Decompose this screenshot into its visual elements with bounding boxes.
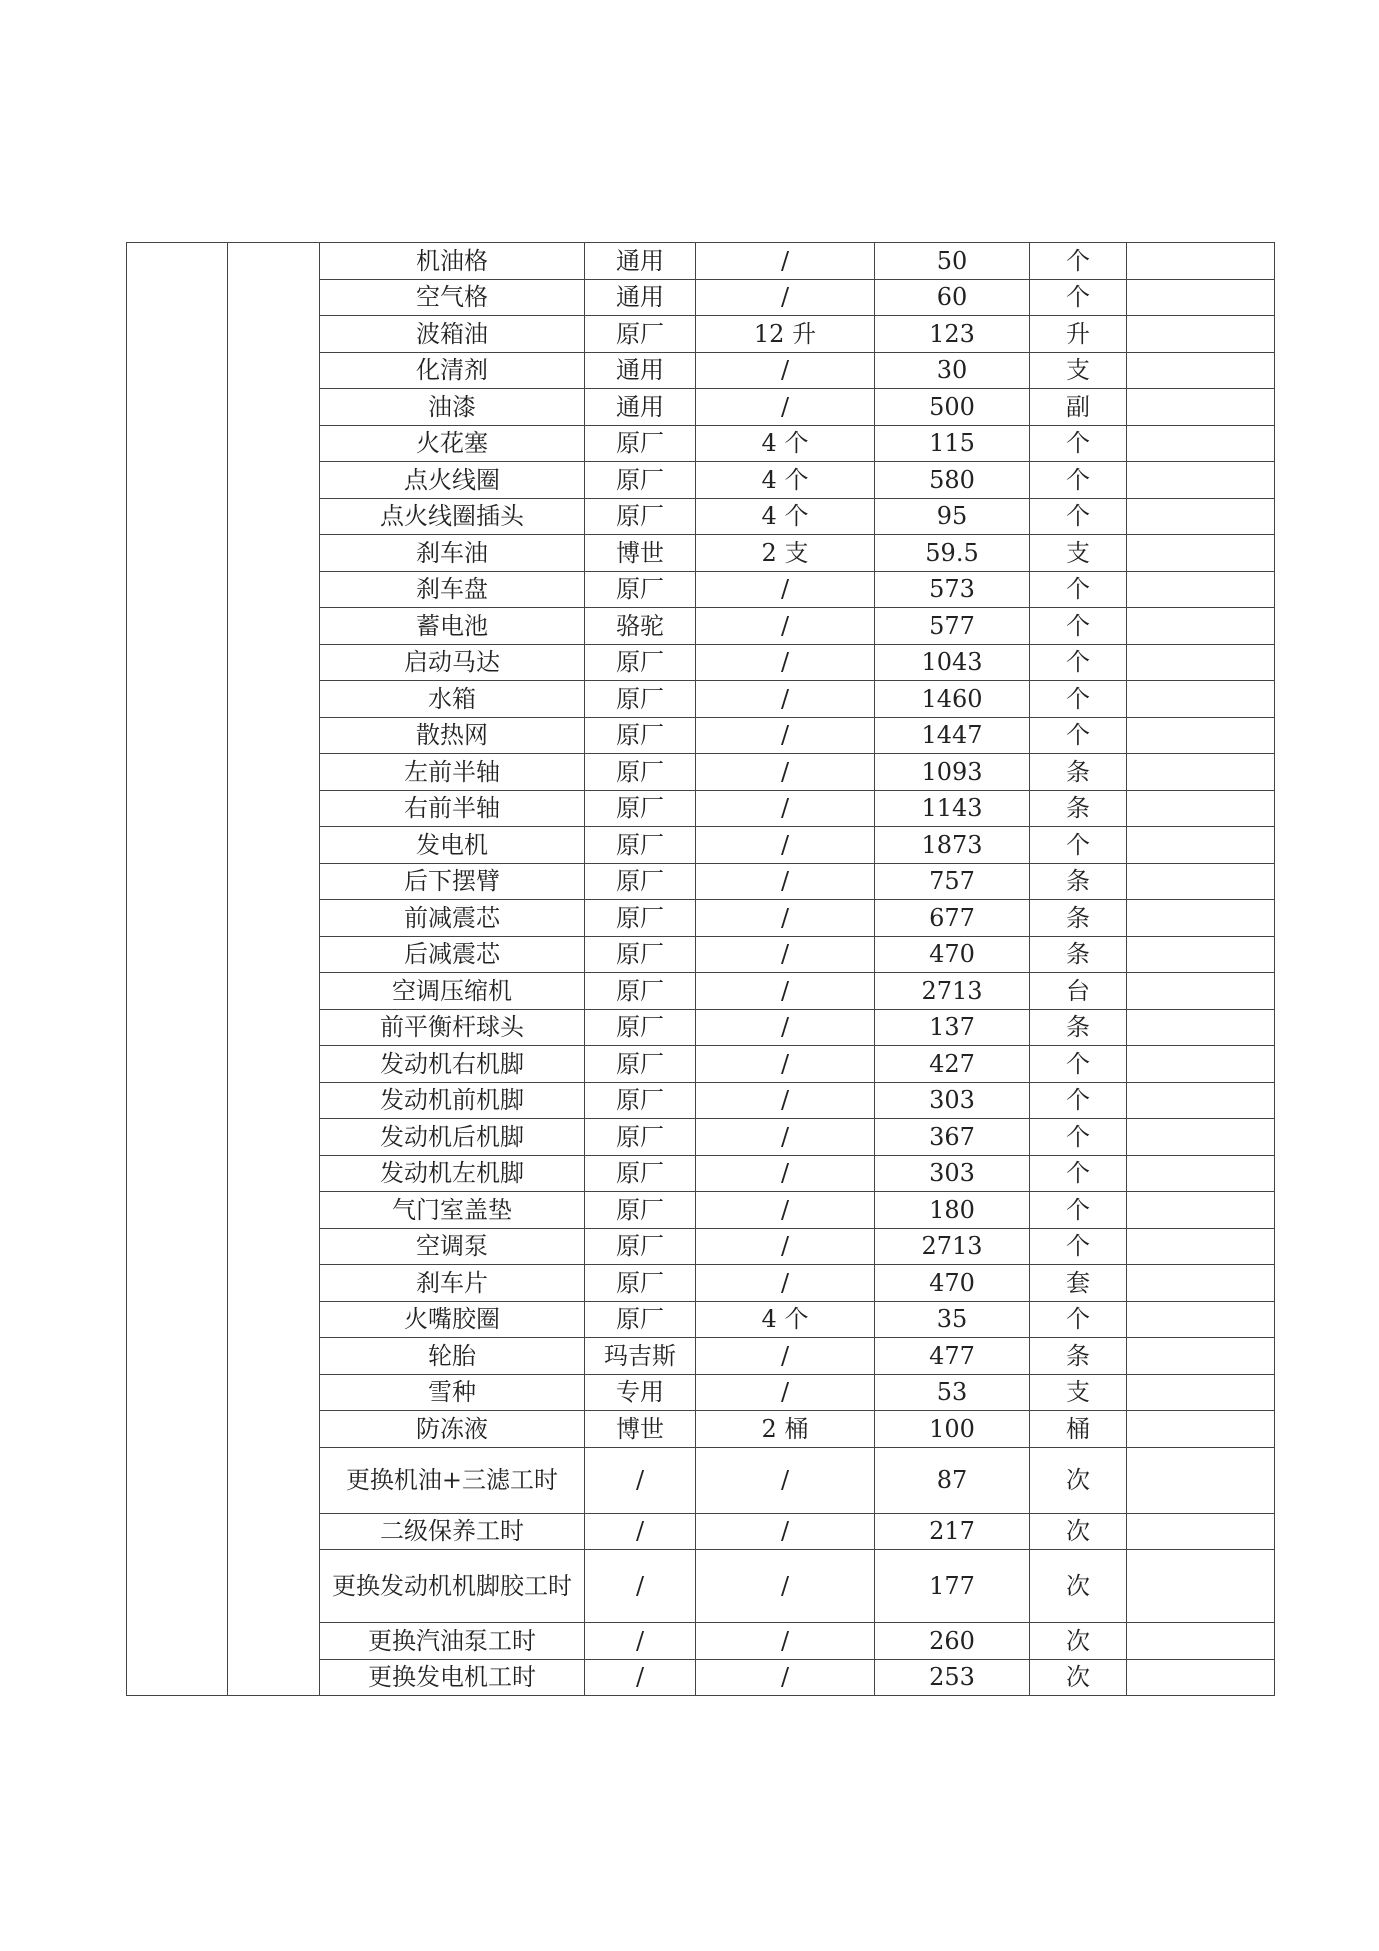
note-cell: [1127, 1623, 1275, 1660]
item-name-cell: 水箱: [320, 681, 585, 718]
note-cell: [1127, 389, 1275, 426]
item-name-cell: 油漆: [320, 389, 585, 426]
spec-cell: /: [696, 1192, 875, 1229]
spec-cell: /: [696, 352, 875, 389]
spec-cell: /: [696, 243, 875, 280]
unit-cell: 次: [1030, 1513, 1127, 1550]
brand-cell: 原厂: [585, 1119, 696, 1156]
price-cell: 35: [875, 1301, 1030, 1338]
brand-cell: 通用: [585, 352, 696, 389]
brand-cell: 原厂: [585, 790, 696, 827]
brand-cell: 原厂: [585, 1228, 696, 1265]
unit-cell: 个: [1030, 462, 1127, 499]
spec-cell: /: [696, 863, 875, 900]
note-cell: [1127, 1228, 1275, 1265]
brand-cell: 原厂: [585, 1192, 696, 1229]
unit-cell: 个: [1030, 1155, 1127, 1192]
price-cell: 1093: [875, 754, 1030, 791]
note-cell: [1127, 1659, 1275, 1696]
note-cell: [1127, 1046, 1275, 1083]
category-cell: [127, 243, 228, 1696]
unit-cell: 个: [1030, 827, 1127, 864]
item-name-cell: 发动机前机脚: [320, 1082, 585, 1119]
spec-cell: 4 个: [696, 425, 875, 462]
price-cell: 427: [875, 1046, 1030, 1083]
item-name-cell: 后下摆臂: [320, 863, 585, 900]
brand-cell: 原厂: [585, 1301, 696, 1338]
brand-cell: 原厂: [585, 754, 696, 791]
brand-cell: 博世: [585, 535, 696, 572]
note-cell: [1127, 279, 1275, 316]
note-cell: [1127, 316, 1275, 353]
spec-cell: 12 升: [696, 316, 875, 353]
note-cell: [1127, 1550, 1275, 1623]
parts-price-table: [126, 242, 1275, 1696]
brand-cell: 原厂: [585, 681, 696, 718]
spec-cell: 2 桶: [696, 1411, 875, 1448]
brand-cell: 原厂: [585, 827, 696, 864]
item-name-cell: 点火线圈: [320, 462, 585, 499]
unit-cell: 个: [1030, 571, 1127, 608]
spec-cell: 2 支: [696, 535, 875, 572]
item-name-cell: 气门室盖垫: [320, 1192, 585, 1229]
unit-cell: 个: [1030, 1228, 1127, 1265]
note-cell: [1127, 352, 1275, 389]
unit-cell: 条: [1030, 754, 1127, 791]
item-name-cell: 前减震芯: [320, 900, 585, 937]
unit-cell: 个: [1030, 608, 1127, 645]
price-cell: 123: [875, 316, 1030, 353]
unit-cell: 条: [1030, 1338, 1127, 1375]
spec-cell: /: [696, 1447, 875, 1513]
spec-cell: /: [696, 900, 875, 937]
price-cell: 580: [875, 462, 1030, 499]
note-cell: [1127, 1192, 1275, 1229]
note-cell: [1127, 1447, 1275, 1513]
spec-cell: /: [696, 1009, 875, 1046]
note-cell: [1127, 498, 1275, 535]
item-name-cell: 更换汽油泵工时: [320, 1623, 585, 1660]
spec-cell: /: [696, 389, 875, 426]
brand-cell: 骆驼: [585, 608, 696, 645]
item-name-cell: 发电机: [320, 827, 585, 864]
item-name-cell: 化清剂: [320, 352, 585, 389]
note-cell: [1127, 608, 1275, 645]
spec-cell: /: [696, 936, 875, 973]
unit-cell: 个: [1030, 717, 1127, 754]
brand-cell: 原厂: [585, 425, 696, 462]
unit-cell: 个: [1030, 1119, 1127, 1156]
item-name-cell: 机油格: [320, 243, 585, 280]
brand-cell: 原厂: [585, 498, 696, 535]
price-cell: 59.5: [875, 535, 1030, 572]
brand-cell: 通用: [585, 279, 696, 316]
brand-cell: 博世: [585, 1411, 696, 1448]
spec-cell: /: [696, 1119, 875, 1156]
item-name-cell: 防冻液: [320, 1411, 585, 1448]
brand-cell: 原厂: [585, 1155, 696, 1192]
brand-cell: 通用: [585, 389, 696, 426]
item-name-cell: 更换机油+三滤工时: [320, 1447, 585, 1513]
item-name-cell: 发动机右机脚: [320, 1046, 585, 1083]
spec-cell: /: [696, 717, 875, 754]
price-cell: 2713: [875, 1228, 1030, 1265]
unit-cell: 支: [1030, 352, 1127, 389]
note-cell: [1127, 1513, 1275, 1550]
price-cell: 100: [875, 1411, 1030, 1448]
price-cell: 177: [875, 1550, 1030, 1623]
brand-cell: /: [585, 1623, 696, 1660]
brand-cell: 原厂: [585, 863, 696, 900]
spec-cell: /: [696, 1338, 875, 1375]
brand-cell: 玛吉斯: [585, 1338, 696, 1375]
item-name-cell: 发动机后机脚: [320, 1119, 585, 1156]
item-name-cell: 点火线圈插头: [320, 498, 585, 535]
brand-cell: /: [585, 1513, 696, 1550]
note-cell: [1127, 717, 1275, 754]
unit-cell: 次: [1030, 1550, 1127, 1623]
price-cell: 477: [875, 1338, 1030, 1375]
note-cell: [1127, 1301, 1275, 1338]
brand-cell: 原厂: [585, 316, 696, 353]
brand-cell: /: [585, 1659, 696, 1696]
price-cell: 757: [875, 863, 1030, 900]
brand-cell: 专用: [585, 1374, 696, 1411]
spec-cell: /: [696, 1155, 875, 1192]
note-cell: [1127, 936, 1275, 973]
table-body: [127, 243, 1275, 1696]
unit-cell: 个: [1030, 681, 1127, 718]
item-name-cell: 右前半轴: [320, 790, 585, 827]
spec-cell: /: [696, 1228, 875, 1265]
unit-cell: 支: [1030, 1374, 1127, 1411]
unit-cell: 个: [1030, 243, 1127, 280]
note-cell: [1127, 571, 1275, 608]
spec-cell: 4 个: [696, 498, 875, 535]
note-cell: [1127, 462, 1275, 499]
spec-cell: /: [696, 973, 875, 1010]
brand-cell: 原厂: [585, 717, 696, 754]
unit-cell: 个: [1030, 644, 1127, 681]
note-cell: [1127, 790, 1275, 827]
price-cell: 470: [875, 936, 1030, 973]
spec-cell: /: [696, 1082, 875, 1119]
unit-cell: 台: [1030, 973, 1127, 1010]
item-name-cell: 波箱油: [320, 316, 585, 353]
price-cell: 253: [875, 1659, 1030, 1696]
note-cell: [1127, 1009, 1275, 1046]
spec-cell: /: [696, 571, 875, 608]
price-cell: 303: [875, 1082, 1030, 1119]
brand-cell: 原厂: [585, 644, 696, 681]
unit-cell: 条: [1030, 863, 1127, 900]
note-cell: [1127, 535, 1275, 572]
brand-cell: 原厂: [585, 1082, 696, 1119]
brand-cell: /: [585, 1447, 696, 1513]
unit-cell: 个: [1030, 1192, 1127, 1229]
note-cell: [1127, 827, 1275, 864]
unit-cell: 个: [1030, 1301, 1127, 1338]
item-name-cell: 刹车盘: [320, 571, 585, 608]
price-cell: 180: [875, 1192, 1030, 1229]
item-name-cell: 散热网: [320, 717, 585, 754]
price-cell: 30: [875, 352, 1030, 389]
note-cell: [1127, 1338, 1275, 1375]
unit-cell: 副: [1030, 389, 1127, 426]
price-cell: 303: [875, 1155, 1030, 1192]
note-cell: [1127, 754, 1275, 791]
unit-cell: 个: [1030, 425, 1127, 462]
item-name-cell: 更换发动机机脚胶工时: [320, 1550, 585, 1623]
spec-cell: /: [696, 1513, 875, 1550]
item-name-cell: 二级保养工时: [320, 1513, 585, 1550]
brand-cell: 原厂: [585, 900, 696, 937]
note-cell: [1127, 863, 1275, 900]
spec-cell: /: [696, 790, 875, 827]
spec-cell: /: [696, 644, 875, 681]
spec-cell: 4 个: [696, 462, 875, 499]
spec-cell: /: [696, 279, 875, 316]
unit-cell: 次: [1030, 1623, 1127, 1660]
price-cell: 1143: [875, 790, 1030, 827]
unit-cell: 个: [1030, 279, 1127, 316]
item-name-cell: 轮胎: [320, 1338, 585, 1375]
note-cell: [1127, 1411, 1275, 1448]
item-name-cell: 雪种: [320, 1374, 585, 1411]
spec-cell: /: [696, 1623, 875, 1660]
price-cell: 1447: [875, 717, 1030, 754]
item-name-cell: 后减震芯: [320, 936, 585, 973]
note-cell: [1127, 1374, 1275, 1411]
unit-cell: 次: [1030, 1659, 1127, 1696]
unit-cell: 次: [1030, 1447, 1127, 1513]
brand-cell: 原厂: [585, 462, 696, 499]
price-cell: 470: [875, 1265, 1030, 1302]
table-row: [127, 243, 1275, 280]
item-name-cell: 火花塞: [320, 425, 585, 462]
item-name-cell: 前平衡杆球头: [320, 1009, 585, 1046]
price-cell: 217: [875, 1513, 1030, 1550]
note-cell: [1127, 1265, 1275, 1302]
unit-cell: 条: [1030, 790, 1127, 827]
spec-cell: /: [696, 608, 875, 645]
note-cell: [1127, 243, 1275, 280]
spec-cell: /: [696, 1374, 875, 1411]
unit-cell: 桶: [1030, 1411, 1127, 1448]
brand-cell: 原厂: [585, 973, 696, 1010]
item-name-cell: 刹车片: [320, 1265, 585, 1302]
brand-cell: 原厂: [585, 571, 696, 608]
spec-cell: /: [696, 1046, 875, 1083]
item-name-cell: 空调泵: [320, 1228, 585, 1265]
price-cell: 367: [875, 1119, 1030, 1156]
item-name-cell: 空气格: [320, 279, 585, 316]
note-cell: [1127, 681, 1275, 718]
note-cell: [1127, 644, 1275, 681]
brand-cell: 原厂: [585, 1046, 696, 1083]
brand-cell: 原厂: [585, 1265, 696, 1302]
spec-cell: /: [696, 1659, 875, 1696]
item-name-cell: 发动机左机脚: [320, 1155, 585, 1192]
price-cell: 677: [875, 900, 1030, 937]
note-cell: [1127, 973, 1275, 1010]
note-cell: [1127, 1082, 1275, 1119]
subcategory-cell: [228, 243, 320, 1696]
item-name-cell: 蓄电池: [320, 608, 585, 645]
item-name-cell: 火嘴胶圈: [320, 1301, 585, 1338]
price-cell: 115: [875, 425, 1030, 462]
spec-cell: /: [696, 681, 875, 718]
item-name-cell: 刹车油: [320, 535, 585, 572]
spec-cell: /: [696, 827, 875, 864]
unit-cell: 个: [1030, 498, 1127, 535]
note-cell: [1127, 1155, 1275, 1192]
item-name-cell: 空调压缩机: [320, 973, 585, 1010]
spec-cell: /: [696, 1265, 875, 1302]
item-name-cell: 左前半轴: [320, 754, 585, 791]
price-cell: 95: [875, 498, 1030, 535]
price-cell: 260: [875, 1623, 1030, 1660]
note-cell: [1127, 425, 1275, 462]
price-cell: 1043: [875, 644, 1030, 681]
spec-cell: 4 个: [696, 1301, 875, 1338]
brand-cell: 原厂: [585, 1009, 696, 1046]
unit-cell: 套: [1030, 1265, 1127, 1302]
unit-cell: 支: [1030, 535, 1127, 572]
price-cell: 1460: [875, 681, 1030, 718]
price-cell: 53: [875, 1374, 1030, 1411]
price-cell: 500: [875, 389, 1030, 426]
item-name-cell: 更换发电机工时: [320, 1659, 585, 1696]
brand-cell: /: [585, 1550, 696, 1623]
unit-cell: 条: [1030, 1009, 1127, 1046]
unit-cell: 个: [1030, 1046, 1127, 1083]
price-cell: 137: [875, 1009, 1030, 1046]
unit-cell: 条: [1030, 936, 1127, 973]
unit-cell: 升: [1030, 316, 1127, 353]
note-cell: [1127, 1119, 1275, 1156]
price-cell: 50: [875, 243, 1030, 280]
spec-cell: /: [696, 1550, 875, 1623]
price-cell: 573: [875, 571, 1030, 608]
note-cell: [1127, 900, 1275, 937]
price-cell: 60: [875, 279, 1030, 316]
unit-cell: 条: [1030, 900, 1127, 937]
spec-cell: /: [696, 754, 875, 791]
brand-cell: 原厂: [585, 936, 696, 973]
price-cell: 2713: [875, 973, 1030, 1010]
price-cell: 87: [875, 1447, 1030, 1513]
price-cell: 1873: [875, 827, 1030, 864]
price-cell: 577: [875, 608, 1030, 645]
unit-cell: 个: [1030, 1082, 1127, 1119]
brand-cell: 通用: [585, 243, 696, 280]
item-name-cell: 启动马达: [320, 644, 585, 681]
